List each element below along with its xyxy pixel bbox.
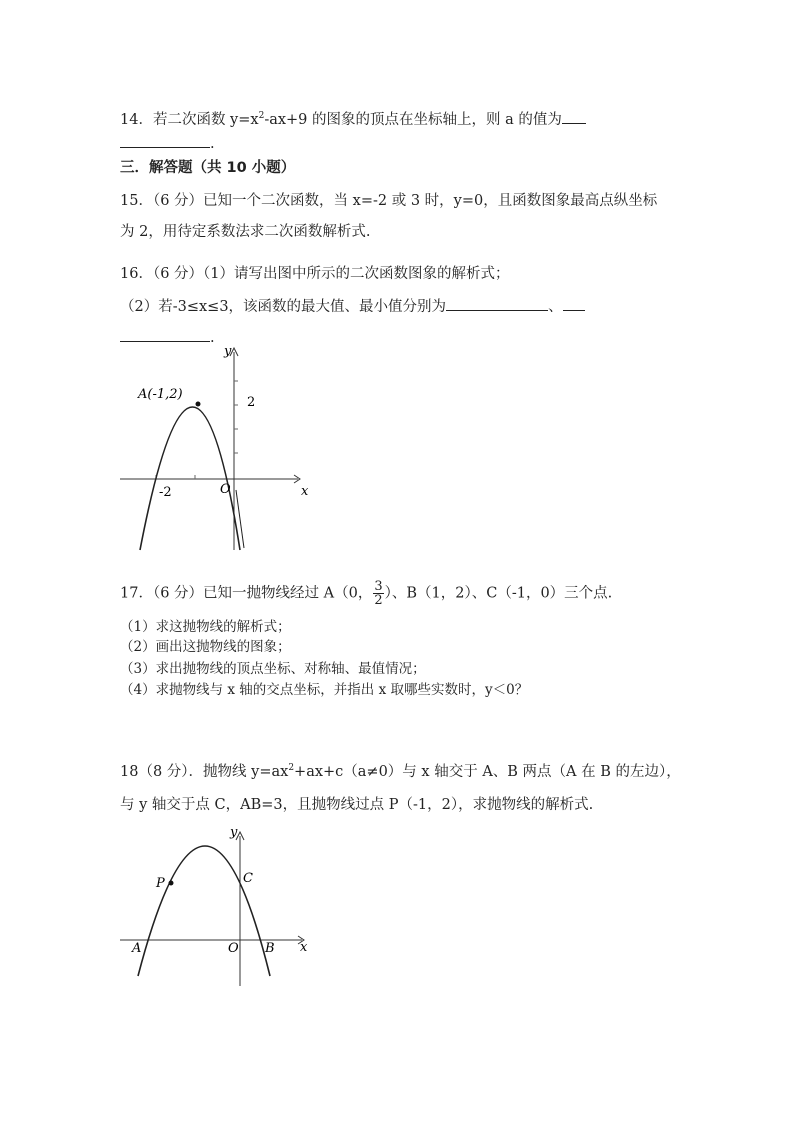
q16-line1: 16．（6 分）（1）请写出图中所示的二次函数图象的解析式； bbox=[120, 266, 510, 282]
q16-origin-label: O bbox=[220, 482, 231, 497]
q18-x-label: x bbox=[300, 940, 308, 955]
q14-answer-blank-b[interactable] bbox=[120, 133, 210, 148]
q16-x-label: x bbox=[301, 484, 309, 499]
q17-suffix: ）、B（1，2）、C（-1，0）三个点. bbox=[384, 585, 613, 602]
q17-item-1: （1）求这抛物线的解析式； bbox=[120, 619, 291, 635]
q14-suffix: -ax+9 的图象的顶点在坐标轴上，则 a 的值为 bbox=[264, 112, 562, 128]
q17-item-4: （4）求抛物线与 x 轴的交点坐标，并指出 x 取哪些实数时，y＜0？ bbox=[120, 682, 529, 698]
q18-point-p bbox=[169, 881, 174, 886]
q16-y-tick-label: 2 bbox=[247, 395, 256, 410]
q16-min-blank-a[interactable] bbox=[563, 296, 585, 311]
q18-y-label: y bbox=[230, 825, 238, 840]
q18-c-label: C bbox=[243, 871, 253, 886]
q18-b-label: B bbox=[265, 941, 275, 956]
q16-separator: 、 bbox=[548, 299, 563, 315]
q16-y-label: y bbox=[224, 344, 232, 359]
q14-end: . bbox=[210, 136, 215, 152]
q16-end: . bbox=[210, 330, 215, 346]
q16-vertex-label: A(-1,2) bbox=[138, 387, 183, 402]
q18-exponent: 2 bbox=[288, 763, 295, 774]
q16-max-blank[interactable] bbox=[446, 296, 548, 311]
q15-line2: 为 2，用待定系数法求二次函数解析式. bbox=[120, 224, 371, 240]
q17-prefix: 17．（6 分）已知一抛物线经过 A（0， bbox=[120, 585, 373, 602]
q18-parabola bbox=[138, 846, 270, 976]
q18-prefix: 18（8 分）．抛物线 y=ax bbox=[120, 764, 289, 780]
q15-line1: 15．（6 分）已知一个二次函数，当 x=-2 或 3 时，y=0，且函数图象最高点纵坐标 bbox=[120, 193, 658, 209]
q18-suffix: +ax+c（a≠0）与 x 轴交于 A、B 两点（A 在 B 的左边）， bbox=[294, 764, 681, 780]
q14-line2 bbox=[120, 133, 215, 154]
q18-line1 bbox=[120, 762, 681, 782]
q17-line1 bbox=[120, 580, 612, 607]
q16-curve-edge bbox=[236, 490, 244, 548]
q17-item-3: （3）求出抛物线的顶点坐标、对称轴、最值情况； bbox=[120, 661, 426, 677]
q14-answer-blank-a[interactable] bbox=[562, 109, 586, 124]
q17-item-2: （2）画出这抛物线的图象； bbox=[120, 639, 291, 655]
section-title: 三．解答题（共 10 小题） bbox=[120, 160, 296, 176]
q14-exponent: 2 bbox=[258, 111, 265, 122]
q16-part2-text: （2）若-3≤x≤3，该函数的最大值、最小值分别为 bbox=[120, 299, 447, 315]
q14-line1 bbox=[120, 109, 586, 130]
q17-frac-num: 3 bbox=[374, 579, 383, 594]
q14-prefix: 14．若二次函数 y=x bbox=[120, 112, 259, 128]
q16-x-ticks bbox=[156, 475, 195, 479]
q18-graph bbox=[118, 820, 318, 990]
q18-line2: 与 y 轴交于点 C，AB=3，且抛物线过点 P（-1，2），求抛物线的解析式. bbox=[120, 797, 594, 813]
q18-p-label: P bbox=[156, 876, 165, 891]
q16-graph bbox=[118, 340, 318, 555]
q18-origin-label: O bbox=[228, 941, 239, 956]
q18-a-label: A bbox=[132, 941, 142, 956]
q16-y-ticks bbox=[234, 381, 238, 453]
q16-vertex-point bbox=[196, 402, 201, 407]
q16-x-tick-label: -2 bbox=[159, 485, 172, 500]
q17-frac-den: 2 bbox=[374, 593, 383, 608]
q17-fraction bbox=[373, 580, 383, 607]
q16-line2 bbox=[120, 296, 585, 317]
